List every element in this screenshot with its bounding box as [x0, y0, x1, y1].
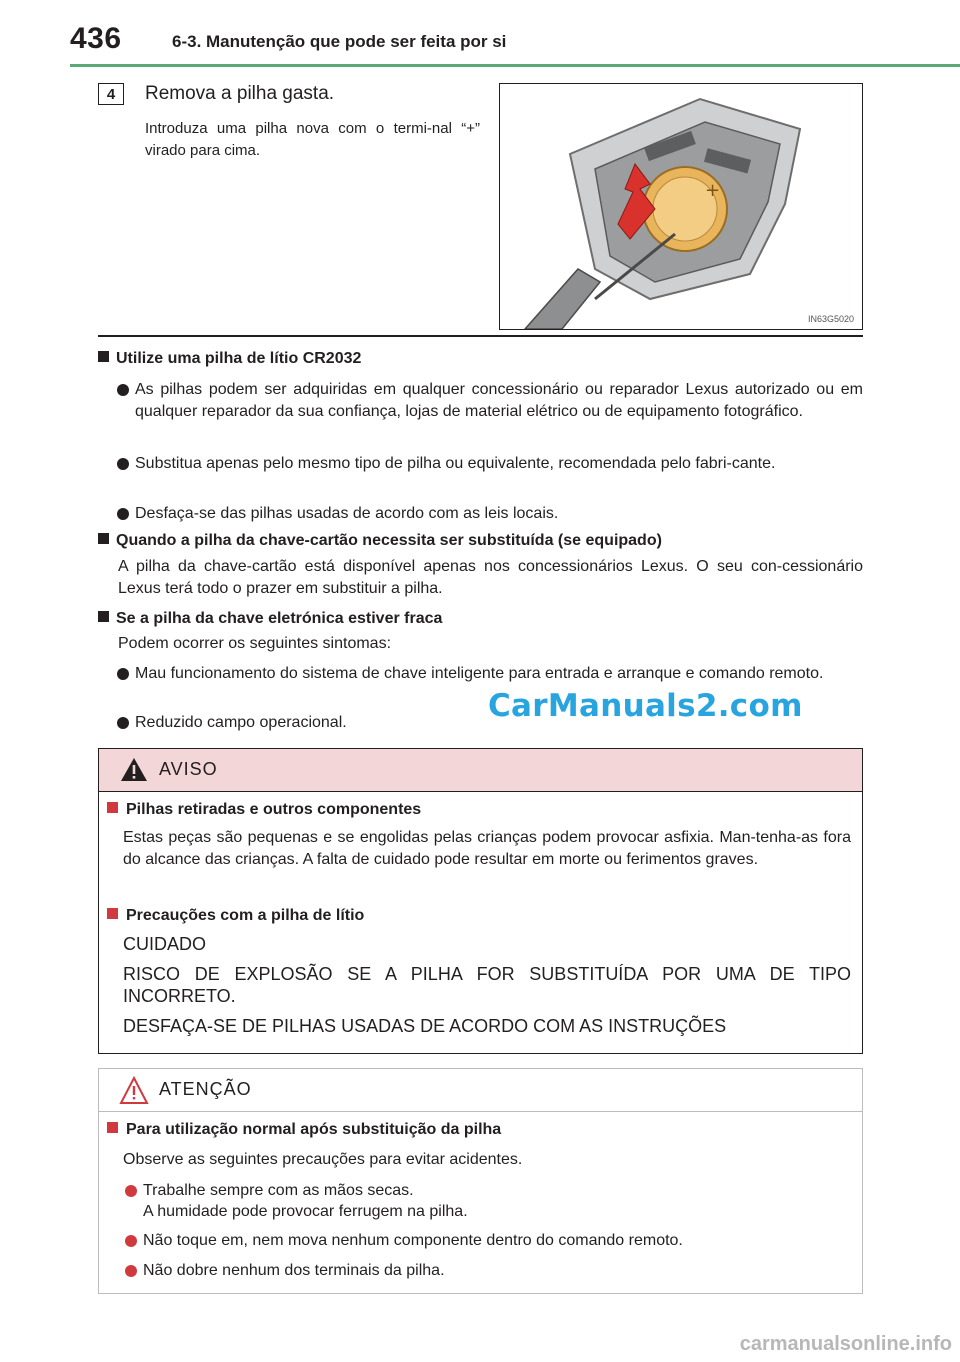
caution-bullet-1-sub: A humidade pode provocar ferrugem na pilha.	[143, 1203, 468, 1220]
caution-bullet-1: Trabalhe sempre com as mãos secas.	[143, 1182, 414, 1199]
red-bullet-dot-icon	[125, 1185, 137, 1197]
figure-code: IN63G5020	[807, 314, 854, 324]
watermark-logo: CarManuals2.com	[488, 688, 803, 724]
bullet-dot-icon	[117, 458, 129, 470]
section1-bullet-2: Substitua apenas pelo mesmo tipo de pilha ou equivalente, recomendada pelo fabri-cante.	[135, 455, 776, 472]
caution-bullet-3: Não dobre nenhum dos terminais da pilha.	[143, 1262, 445, 1279]
section2-heading: Quando a pilha da chave-cartão necessita ser substituída (se equipado)	[98, 532, 662, 550]
step-description: Introduza uma pilha nova com o termi-nal “+” virado para cima.	[145, 120, 480, 159]
red-bullet-dot-icon	[125, 1235, 137, 1247]
bullet-dot-icon	[117, 384, 129, 396]
bullet-dot-icon	[117, 508, 129, 520]
page-number: 436	[70, 22, 122, 55]
square-bullet-icon	[98, 611, 109, 622]
section3-heading: Se a pilha da chave eletrónica estiver fraca	[98, 610, 442, 628]
key-battery-illustration	[499, 83, 863, 330]
warning-triangle-icon	[119, 756, 149, 783]
bullet-dot-icon	[117, 668, 129, 680]
step-title: Remova a pilha gasta.	[145, 83, 335, 104]
step-number: 4	[98, 83, 124, 105]
caution-box	[98, 1068, 863, 1294]
warning-item2-heading: Precauções com a pilha de lítio	[107, 907, 364, 925]
square-bullet-icon	[98, 351, 109, 362]
section1-heading: Utilize uma pilha de lítio CR2032	[98, 350, 361, 368]
key-battery-drawing	[500, 84, 862, 329]
red-square-bullet-icon	[107, 908, 118, 919]
header-rule	[70, 64, 960, 67]
warning-item2-line3: DESFAÇA-SE DE PILHAS USADAS DE ACORDO COM AS INSTRUÇÕES	[123, 1016, 727, 1036]
red-bullet-dot-icon	[125, 1265, 137, 1277]
warning-header	[99, 749, 862, 792]
bullet-dot-icon	[117, 717, 129, 729]
plus-sign-glyph: +	[705, 180, 721, 201]
caution-heading: Para utilização normal após substituição da pilha	[107, 1121, 501, 1139]
warning-box	[98, 748, 863, 1054]
warning-item1-text: Estas peças são pequenas e se engolidas pelas crianças podem provocar asfixia. Man-tenha-as fora do alcance das crianças. A falta de cuidado pode resultar em morte ou ferimentos graves.	[123, 829, 851, 868]
square-bullet-icon	[98, 533, 109, 544]
red-square-bullet-icon	[107, 802, 118, 813]
caution-text: Observe as seguintes precauções para evitar acidentes.	[123, 1151, 523, 1168]
section1-bullet-3: Desfaça-se das pilhas usadas de acordo com as leis locais.	[135, 505, 559, 522]
caution-header	[99, 1069, 862, 1112]
warning-item2-line2: RISCO DE EXPLOSÃO SE A PILHA FOR SUBSTITUÍDA POR UMA DE TIPO INCORRETO.	[123, 964, 851, 1006]
section-separator	[98, 335, 863, 337]
page-header	[70, 22, 960, 68]
section3-text: Podem ocorrer os seguintes sintomas:	[118, 635, 392, 652]
red-square-bullet-icon	[107, 1122, 118, 1133]
caution-label: ATENÇÃO	[159, 1079, 252, 1099]
footer-watermark: carmanualsonline.info	[739, 1333, 952, 1355]
section1-bullet-1: As pilhas podem ser adquiridas em qualquer concessionário ou reparador Lexus autorizado ou em qualquer reparador da sua confiança, lojas de material elétrico ou de equipamento fotográfico.	[135, 381, 863, 420]
section2-text: A pilha da chave-cartão está disponível apenas nos concessionários Lexus. O seu con-cessionário Lexus terá todo o prazer em substituir a pilha.	[118, 558, 863, 597]
warning-item2-line1: CUIDADO	[123, 934, 207, 954]
caution-bullet-2: Não toque em, nem mova nenhum componente dentro do comando remoto.	[143, 1232, 683, 1249]
section3-bullet-1: Mau funcionamento do sistema de chave inteligente para entrada e arranque e comando remoto.	[135, 665, 824, 682]
section3-bullet-2: Reduzido campo operacional.	[135, 714, 347, 731]
warning-label: AVISO	[159, 759, 218, 779]
warning-item1-heading: Pilhas retiradas e outros componentes	[107, 801, 421, 819]
caution-triangle-icon	[119, 1076, 149, 1106]
section-title: 6-3. Manutenção que pode ser feita por si	[172, 32, 507, 51]
